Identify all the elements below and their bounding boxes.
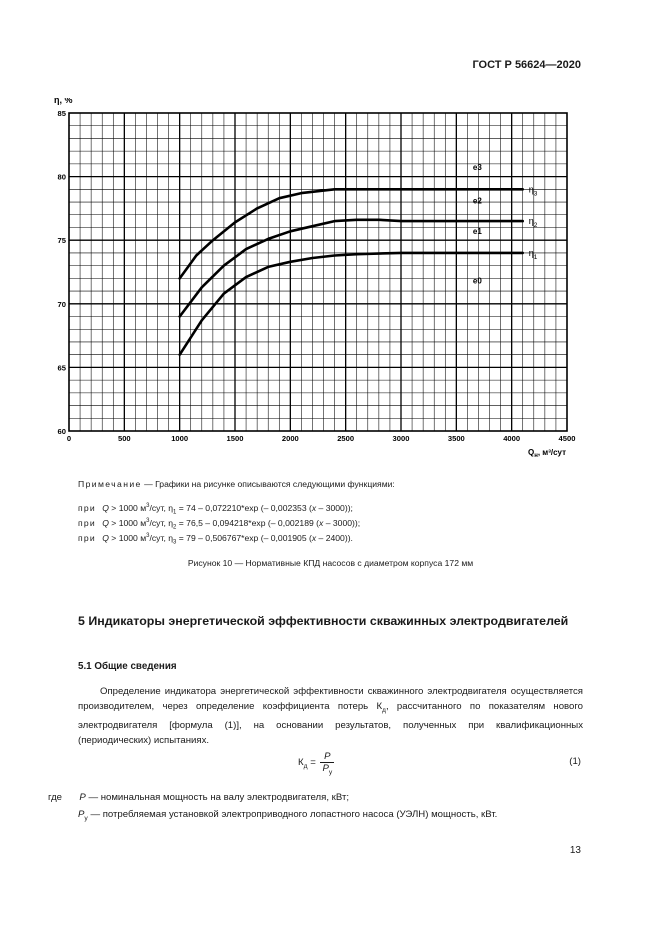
- formula-eta-2: [78, 518, 360, 531]
- series-labels: [529, 184, 538, 261]
- formula-expr-b: – 3000));: [323, 518, 361, 528]
- series-label-η1: $\eta_1$: [528, 247, 538, 261]
- efficiency-chart: [44, 98, 584, 468]
- y-tick-labels: [58, 109, 67, 436]
- formula-eta-sub: 1: [173, 509, 177, 516]
- x-tick-label: 4000: [503, 434, 521, 443]
- equation-lhs-sub: д: [303, 762, 308, 770]
- formula-expr-b: – 2400)).: [316, 533, 353, 543]
- where-var-1: P: [79, 792, 86, 803]
- series-label-η2: $\eta_2$: [528, 216, 538, 230]
- formula-expr-a: = 74 – 0,072210*exp (– 0,002353 (: [176, 503, 312, 513]
- chart-note: [78, 479, 395, 489]
- equation-den-var: P: [322, 763, 329, 774]
- formula-prefix: при: [78, 503, 96, 513]
- where-label: где: [48, 792, 63, 803]
- class-label-e2: e2: [472, 196, 482, 206]
- class-labels: [473, 163, 482, 285]
- equation-lhs: К: [298, 757, 304, 768]
- para-part-a: Определение индикатора энергетической эффективности скважинного электродвигателя осуществляется производителем, через определение коэффициента потерь К: [78, 686, 583, 712]
- y-axis-label: η, %: [54, 98, 73, 105]
- class-label-e0: e0: [472, 276, 482, 286]
- formula-q: Q: [102, 533, 109, 543]
- body-paragraph: [78, 684, 583, 748]
- y-tick-label: 80: [57, 172, 66, 182]
- figure-caption: Рисунок 10 — Нормативные КПД насосов с диаметром корпуса 172 мм: [187, 558, 474, 568]
- formula-cond: > 1000 м: [108, 533, 147, 543]
- class-label-e1: e1: [472, 226, 482, 236]
- formula-eta-sub: 2: [173, 524, 177, 531]
- equation-numerator: P: [320, 751, 334, 763]
- x-tick-label: 4500: [558, 434, 576, 443]
- note-prefix: Примечание: [78, 479, 142, 489]
- x-tick-label: 1000: [171, 434, 189, 443]
- formula-eta: η: [168, 533, 174, 543]
- formula-cond: > 1000 м: [108, 518, 147, 528]
- x-tick-label: 2500: [337, 434, 355, 443]
- equation-eq: =: [310, 757, 316, 768]
- formula-eta: η: [168, 518, 174, 528]
- equation-den-sub: у: [328, 768, 333, 776]
- x-tick-label: 0: [66, 434, 72, 443]
- plot-frame: [69, 113, 567, 431]
- formula-cond-sup: 3: [146, 533, 150, 540]
- formula-xvar: x: [311, 533, 317, 543]
- where-def-2: — потребляемая установкой электроприводного лопастного насоса (УЭЛН) мощность, кВт.: [90, 809, 498, 820]
- formula-xvar: x: [319, 518, 324, 528]
- equation-1: [298, 751, 334, 776]
- series-line-η3: [180, 189, 523, 278]
- formula-prefix: при: [78, 518, 96, 528]
- y-tick-label: 75: [57, 236, 66, 246]
- x-tick-label: 3000: [392, 434, 410, 443]
- formula-cond-unit: /сут,: [149, 518, 169, 528]
- grid-major: [69, 113, 567, 431]
- grid-minor: [69, 113, 567, 431]
- x-tick-label: 3500: [447, 434, 465, 443]
- x-tick-label: 500: [117, 434, 131, 443]
- where-def-1: — номинальная мощность на валу электродвигателя, кВт;: [88, 792, 350, 803]
- page-number: 13: [569, 845, 581, 856]
- para-sub: д: [382, 706, 386, 714]
- equation-number: (1): [569, 756, 581, 767]
- formula-eta: η: [168, 503, 174, 513]
- formula-q: Q: [102, 503, 109, 513]
- formula-cond-sup: 3: [146, 503, 150, 510]
- class-label-e3: e3: [472, 163, 482, 173]
- y-tick-label: 65: [57, 363, 66, 373]
- where-var-2-sub: у: [84, 814, 88, 822]
- equation-denominator: [320, 763, 334, 776]
- x-axis-label: $Q_н$, м³/сут: [528, 448, 567, 459]
- formula-expr-a: = 79 – 0,506767*exp (– 0,001905 (: [176, 533, 312, 543]
- formula-cond-unit: /сут,: [149, 503, 169, 513]
- series-line-η2: [180, 220, 523, 317]
- formula-xvar: x: [311, 503, 317, 513]
- section-title: 5 Индикаторы энергетической эффективности скважинных электродвигателей: [78, 614, 569, 628]
- formula-eta-1: [78, 503, 353, 516]
- y-tick-label: 60: [57, 427, 66, 436]
- formula-cond: > 1000 м: [108, 503, 147, 513]
- where-line-1: [48, 792, 349, 803]
- where-var-2: P: [78, 809, 85, 820]
- series-label-η3: $\eta_3$: [528, 184, 538, 198]
- y-tick-label: 85: [57, 109, 66, 118]
- standard-code: ГОСТ Р 56624—2020: [472, 59, 581, 71]
- formula-prefix: при: [78, 533, 96, 543]
- formula-expr-b: – 3000));: [316, 503, 353, 513]
- x-tick-labels: [67, 434, 576, 443]
- formula-q: Q: [102, 518, 109, 528]
- formula-cond-unit: /сут,: [149, 533, 169, 543]
- y-tick-label: 70: [57, 299, 66, 309]
- x-tick-label: 2000: [281, 434, 299, 443]
- series-lines: [180, 189, 523, 354]
- formula-eta-3: [78, 533, 353, 546]
- note-text: — Графики на рисунке описываются следующими функциями:: [144, 479, 395, 489]
- x-tick-label: 1500: [226, 434, 244, 443]
- formula-cond-sup: 3: [146, 518, 150, 525]
- formula-eta-sub: 3: [173, 539, 177, 546]
- where-line-2: [78, 809, 497, 822]
- para-part-b: , рассчитанного по показателям нового электродвигателя [формула (1)], на основании результатов, полученных при квалификационных (периодических) испытаниях.: [78, 701, 583, 746]
- subsection-title: 5.1 Общие сведения: [78, 661, 177, 672]
- formula-expr-a: = 76,5 – 0,094218*exp (– 0,002189 (: [176, 518, 320, 528]
